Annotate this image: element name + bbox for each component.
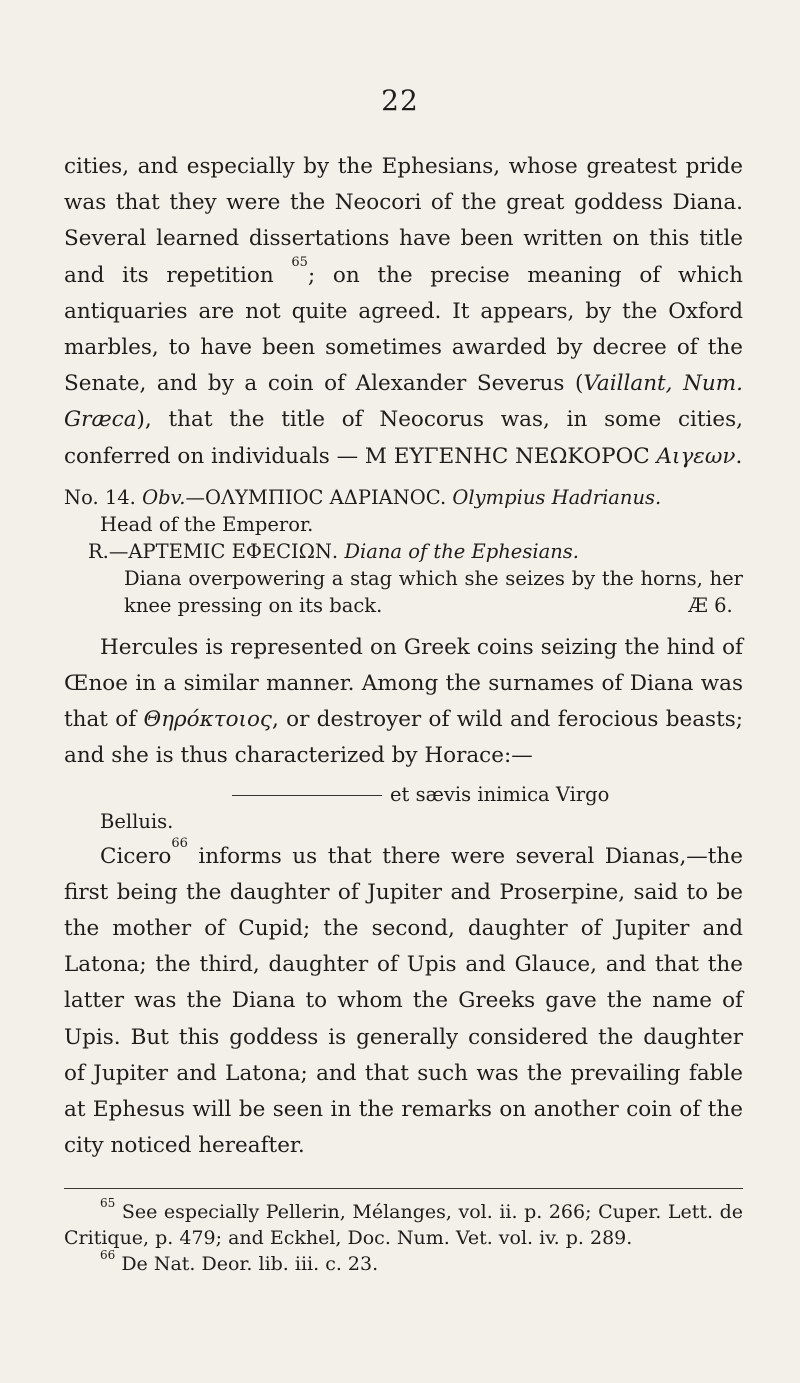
footnote-ref-66[interactable]: 66 [171,835,188,851]
reverse-latin: Diana of the Ephesians. [344,539,579,563]
footnotes [64,1196,743,1277]
text-run: Hercules is represented on Greek coins seizing the hind of Œnoe in a similar manner. Among the surnames of Diana was that of [64,634,743,733]
footnote-ref-65[interactable]: 65 [291,254,308,270]
horace-quote [64,781,743,835]
text-run: ), that the title of Neocorus was, in some cities, conferred on individuals — M ΕΥΓΕΝΗC ΝΕΩΚΟΡΟC [64,407,743,469]
footnote-rule [64,1188,743,1189]
greek-word: Θηρόκτοιος [143,707,272,733]
footnote-mark: 65 [100,1196,116,1210]
reverse-label: R. [88,539,109,563]
coin-description [64,484,743,619]
reverse-desc: Diana overpowering a stag which she seizes by the horns, her knee pressing on its back. [124,566,743,617]
quote-line-2: Belluis. [100,809,174,833]
obverse-label: Obv. [142,485,186,509]
obverse-legend: —ΟΛΥΜΠΙΟC ΑΔΡΙΑΝΟC. [185,485,453,509]
quote-dash [232,795,382,796]
paragraph-cicero [64,835,743,1165]
footnote-65 [64,1196,743,1251]
metal-size: Æ 6. [688,593,733,617]
text-run: Cicero [100,843,172,869]
text-run: . [735,443,743,469]
citation-italic: Vaillant, Num. Græca [64,371,743,433]
obverse-desc: Head of the Emperor. [100,512,314,536]
obverse-latin: Olympius Hadrianus. [452,485,662,509]
greek-italic: Αιγεων [656,443,736,469]
reverse-legend: —ΑΡΤΕΜΙC ΕΦΕCΙΩΝ. [108,539,345,563]
obverse-line [64,484,743,538]
footnote-66 [64,1248,743,1277]
paragraph-continued [64,149,743,475]
coin-number: No. 14. [64,485,143,509]
text-run: cities, and especially by the Ephesians, whose greatest pride was that they were the Neocori of the great goddess Diana. Several learned dissertations have been written on this title and its repetition [64,154,743,288]
text-run: ; on the precise meaning of which antiquaries are not quite agreed. It appears, by the Oxford marbles, to have been sometimes awarded by decree of the Senate, and by a coin of Alexander Severus ( [64,262,743,397]
reverse-line [88,538,743,619]
footnote-text: De Nat. Deor. lib. iii. c. 23. [115,1253,379,1275]
footnote-text: See especially Pellerin, Mélanges, vol. ii. p. 266; Cuper. Lett. de Critique, p. 479; and Eckhel, Doc. Num. Vet. vol. iv. p. 289. [64,1201,743,1249]
page-number: 22 [381,84,419,117]
text-run: , or destroyer of wild and ferocious beasts; and she is thus characterized by Horace:— [64,707,744,769]
text-run: informs us that there were several Dianas,—the first being the daughter of Jupiter and Proserpine, said to be the mother of Cupid; the second, daughter of Jupiter and Latona; the third, daughter of Upis and Glauce, and that the latter was the Diana to whom the Greeks gave the name of Upis. But this goddess is generally considered the daughter of Jupiter and Latona; and that such was the prevailing fable at Ephesus will be seen in the remarks on another coin of the city noticed hereafter. [64,843,743,1159]
footnote-mark: 66 [100,1248,116,1262]
quote-line-1: et sævis inimica Virgo [390,782,610,806]
paragraph-hercules [64,630,743,775]
main-text [64,149,743,1164]
